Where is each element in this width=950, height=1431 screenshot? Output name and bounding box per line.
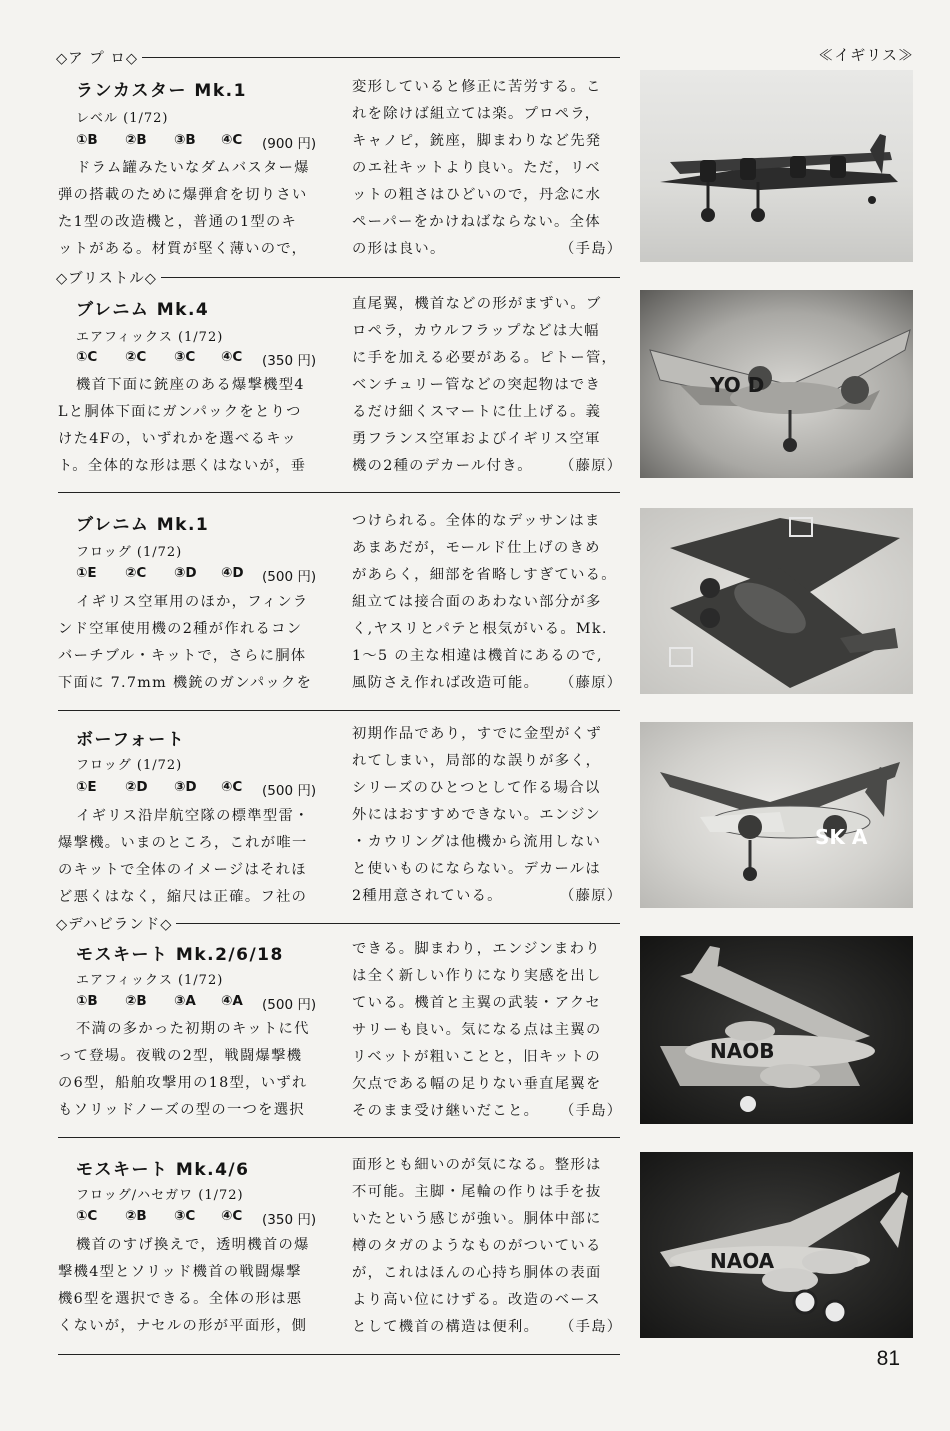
grade-1: ①C: [76, 349, 98, 365]
body-line: くないが，ナセルの形が平面形，側: [58, 1318, 308, 1334]
body-line: ている。機首と主翼の武装・アクセ: [352, 995, 602, 1011]
grade-1: ①E: [76, 565, 97, 581]
grade-4: ④D: [221, 565, 244, 581]
page-number: 81: [876, 1347, 900, 1370]
body-line: 樽のタガのようなものがついている: [352, 1238, 602, 1254]
blenheim-mk1-model-image: [640, 508, 913, 694]
photo-blenheim-mk1: [640, 508, 913, 694]
maker-label-bristol: ◇ブリストル◇: [56, 267, 161, 288]
rule-beaufort: [58, 710, 620, 711]
grade-2: ②C: [125, 565, 147, 581]
grade-row: [76, 779, 326, 799]
body-line: 風防さえ作れば改造可能。: [352, 675, 540, 691]
body-line: 欠点である幅の足りない垂直尾翼を: [352, 1076, 602, 1092]
body-line: があらく，細部を省略しすぎている。: [352, 567, 617, 583]
price: (500 円): [262, 783, 317, 799]
body-line: るだけ細くスマートに仕上げる。義: [352, 404, 602, 420]
kit-maker-scale: フロッグ (1/72): [76, 758, 183, 773]
body-line: そのまま受け継いだこと。: [352, 1103, 540, 1119]
body-line: 機の2種のデカール付き。: [352, 458, 533, 474]
body-line: ・カウリングは他機から流用しない: [352, 834, 602, 850]
grade-3: ③C: [174, 349, 196, 365]
body-line: れてしまい，局部的な誤りが多く，: [352, 753, 602, 769]
photo-caption: YO D: [710, 373, 765, 397]
body-line: 組立ては接合面のあわない部分が多: [352, 594, 602, 610]
kit-title: ランカスター Mk.1: [76, 81, 247, 101]
price: (500 円): [262, 569, 317, 585]
photo-lancaster: [640, 70, 913, 262]
body-line: シリーズのひとつとして作る場合以: [352, 780, 601, 796]
body-line: って登場。夜戦の2型，戦闘爆撃機: [58, 1048, 303, 1064]
mosquito-4-6-model-image: [640, 1152, 913, 1338]
body-line: は全く新しい作りになり実感を出し: [352, 968, 602, 984]
grade-2: ②B: [125, 132, 147, 148]
grade-3: ③B: [174, 132, 196, 148]
reviewer-name: （手島）: [560, 241, 623, 257]
grade-1: ①B: [76, 132, 98, 148]
grade-1: ①E: [76, 779, 97, 795]
body-line: 1～5 の主な相違は機首にあるので,: [352, 648, 603, 664]
grade-4: ④C: [221, 132, 243, 148]
grade-1: ①B: [76, 993, 98, 1009]
body-line: サリーも良い。気になる点は主翼の: [352, 1022, 602, 1038]
body-line: に手を加える必要がある。ピトー管，: [352, 350, 618, 366]
body-line: できる。脚まわり，エンジンまわり: [352, 941, 601, 957]
body-line: 機首のすげ換えで，透明機首の爆: [76, 1237, 310, 1253]
kit-title: モスキート Mk.4/6: [76, 1160, 250, 1180]
price: (500 円): [262, 997, 317, 1013]
grade-2: ②B: [125, 1208, 147, 1224]
kit-maker-scale: エアフィックス (1/72): [76, 330, 224, 345]
body-line: イギリス沿岸航空隊の標準型雷・: [76, 808, 310, 824]
body-line: Lと胴体下面にガンパックをとりつ: [58, 404, 302, 420]
body-line: 直尾翼，機首などの形がまずい。ブ: [352, 296, 602, 312]
body-line: として機首の構造は便利。: [352, 1319, 540, 1335]
body-line: 機6型を選択できる。全体の形は悪: [58, 1291, 303, 1307]
rule-apro: [58, 57, 620, 58]
body-line: 外にはおすすめできない。エンジン: [352, 807, 601, 823]
body-line: 勇フランス空軍およびイギリス空軍: [352, 431, 601, 447]
body-line: 不可能。主脚・尾輪の作りは手を抜: [352, 1184, 602, 1200]
maker-label-dehavilland: ◇デハビランド◇: [56, 913, 176, 934]
body-line: 初期作品であり，すでに金型がくず: [352, 726, 602, 742]
grade-4: ④A: [221, 993, 243, 1009]
body-line: ドラム罐みたいなダムバスター爆: [76, 160, 310, 176]
kit-maker-scale: レベル (1/72): [76, 111, 169, 126]
photo-mosquito-2-6-18: [640, 936, 913, 1124]
body-line: 不満の多かった初期のキットに代: [76, 1021, 310, 1037]
body-line: イギリス空軍用のほか，フィンラ: [76, 594, 309, 610]
body-line: 撃機4型とソリッド機首の戦闘爆撃: [58, 1264, 302, 1280]
kit-maker-scale: エアフィックス (1/72): [76, 973, 224, 988]
reviewer-name: （藤原）: [560, 458, 623, 474]
grade-row: [76, 1208, 326, 1228]
body-line: ど悪くはなく，縮尺は正確。フ社の: [58, 889, 308, 905]
mosquito-2-6-18-model-image: [640, 936, 913, 1124]
kit-maker-scale: フロッグ (1/72): [76, 545, 183, 560]
body-line: ンド空軍使用機の2種が作れるコン: [58, 621, 303, 637]
grade-3: ③C: [174, 1208, 196, 1224]
grade-2: ②C: [125, 349, 147, 365]
grade-4: ④C: [221, 349, 243, 365]
body-line: 下面に 7.7mm 機銃のガンパックを: [58, 675, 313, 691]
body-line: バーチブル・キットで，さらに胴体: [58, 648, 307, 664]
price: (900 円): [262, 136, 317, 152]
lancaster-model-image: [640, 70, 913, 262]
grade-4: ④C: [221, 1208, 243, 1224]
body-line: のキットで全体のイメージはそれほ: [58, 862, 307, 878]
body-line: キャノピ，銃座，脚まわりなど先発: [352, 133, 602, 149]
body-line: ベンチュリー管などの突起物はでき: [352, 377, 602, 393]
photo-caption: NAOA: [710, 1249, 775, 1273]
body-line: れを除けば組立ては楽。プロペラ，: [352, 106, 601, 122]
body-line: リベットが粗いことと，旧キットの: [352, 1049, 601, 1065]
body-line: 変形していると修正に苦労する。こ: [352, 79, 602, 95]
blenheim-mk4-model-image: [640, 290, 913, 478]
maker-label-apro: ◇ア プ ロ◇: [56, 47, 142, 68]
reviewer-name: （藤原）: [560, 888, 623, 904]
photo-caption: NAOB: [710, 1039, 775, 1063]
kit-title: ブレニム Mk.1: [76, 515, 210, 535]
price: (350 円): [262, 1212, 317, 1228]
grade-2: ②B: [125, 993, 147, 1009]
grade-1: ①C: [76, 1208, 98, 1224]
body-line: が，これはほんの心持ち胴体の表面: [352, 1265, 602, 1281]
body-line: く,ヤスリとパテと根気がいる。Mk.: [352, 621, 608, 637]
body-line: 2種用意されている。: [352, 888, 503, 904]
country-header: ≪イギリス≫: [818, 46, 914, 64]
body-line: 機首下面に銃座のある爆撃機型4: [76, 377, 305, 393]
body-line: もソリッドノーズの型の一つを選択: [58, 1102, 305, 1118]
body-line: あまあだが，モールド仕上げのきめ: [352, 540, 601, 556]
photo-mosquito-4-6: [640, 1152, 913, 1338]
body-line: ットがある。材質が堅く薄いので，: [58, 241, 308, 257]
photo-blenheim-mk4: [640, 290, 913, 478]
grade-2: ②D: [125, 779, 148, 795]
beaufort-model-image: [640, 722, 913, 908]
body-line: ットの粗さはひどいので，丹念に水: [352, 187, 602, 203]
rule-blenheim1: [58, 492, 620, 493]
photo-caption: SK A: [815, 825, 868, 849]
photo-beaufort: [640, 722, 913, 908]
body-line: いたという感じが強い。胴体中部に: [352, 1211, 602, 1227]
body-line: と使いものにならない。デカールは: [352, 861, 601, 877]
grade-row: [76, 132, 326, 152]
reviewer-name: （藤原）: [560, 675, 623, 691]
kit-title: ボーフォート: [76, 730, 186, 750]
kit-title: ブレニム Mk.4: [76, 300, 210, 320]
body-line: のエ社キットより良い。ただ，リベ: [352, 160, 601, 176]
grade-row: [76, 349, 326, 369]
price: (350 円): [262, 353, 317, 369]
kit-title: モスキート Mk.2/6/18: [76, 945, 284, 965]
body-line: の形は良い。: [352, 241, 446, 257]
body-line: より高い位にけずる。改造のベース: [352, 1292, 601, 1308]
body-line: ロペラ，カウルフラップなどは大幅: [352, 323, 600, 339]
reviewer-name: （手島）: [560, 1319, 623, 1335]
body-line: 面形とも細いのが気になる。整形は: [352, 1157, 602, 1173]
reviewer-name: （手島）: [560, 1103, 623, 1119]
grade-3: ③D: [174, 779, 197, 795]
body-line: 弾の搭載のために爆弾倉を切りさい: [58, 187, 308, 203]
body-line: ト。全体的な形は悪くはないが，垂: [58, 458, 307, 474]
body-line: た1型の改造機と，普通の1型のキ: [58, 214, 298, 230]
body-line: ペーパーをかけねばならない。全体: [352, 214, 601, 230]
rule-mosquito4: [58, 1137, 620, 1138]
grade-3: ③A: [174, 993, 196, 1009]
body-line: 爆撃機。いまのところ，これが唯一: [58, 835, 308, 851]
grade-row: [76, 993, 326, 1013]
grade-4: ④C: [221, 779, 243, 795]
grade-row: [76, 565, 326, 585]
rule-bottom: [58, 1354, 620, 1355]
kit-maker-scale: フロッグ/ハセガワ (1/72): [76, 1188, 244, 1203]
grade-3: ③D: [174, 565, 197, 581]
body-line: けた4Fの，いずれかを選べるキッ: [58, 431, 298, 447]
body-line: の6型，船舶攻撃用の18型，いずれ: [58, 1075, 308, 1091]
body-line: つけられる。全体的なデッサンはま: [352, 513, 601, 529]
